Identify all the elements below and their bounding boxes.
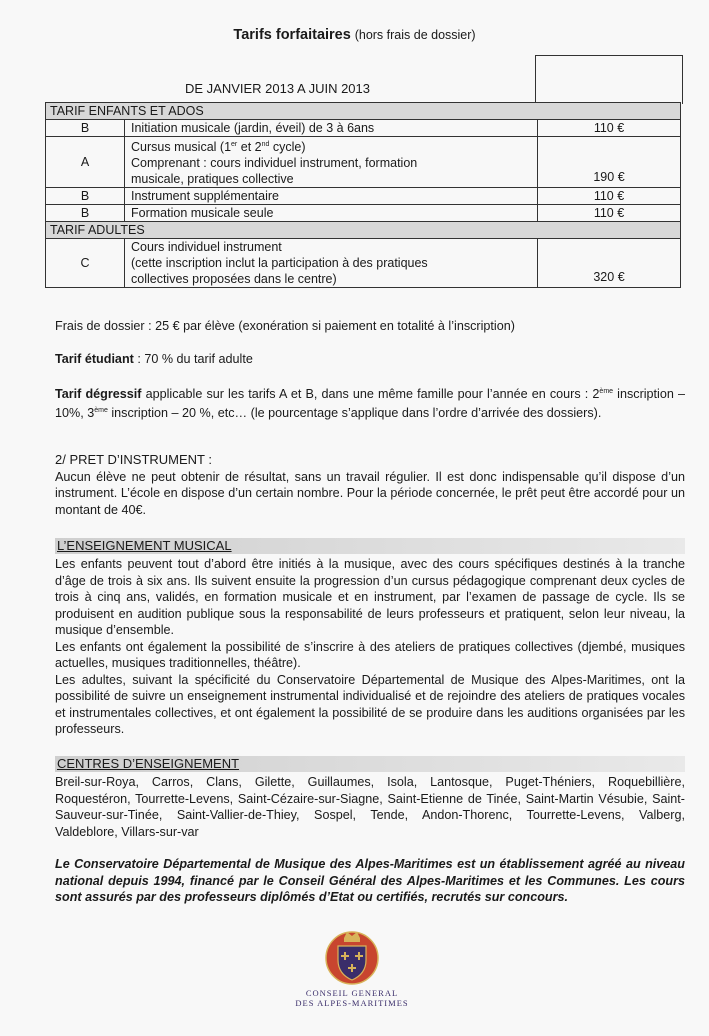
row-code: A	[46, 137, 125, 188]
teaching-p1: Les enfants peuvent tout d’abord être initiés à la musique, avec des cours spécifiques destinés à la tranche d’âge de trois à six ans. Ils suivent ensuite la progression d’un cursus pédagogique comprenant deux cycles de trois à cinq ans, validés, en formation musicale et en instrument, par l’examen de passage de cycle. Ils se produisent en audition publique sous la responsabilité de leurs professeurs et pratiquent, selon leur niveau, la musique d’ensemble.	[55, 557, 685, 637]
teaching-section	[55, 538, 685, 738]
table-period: DE JANVIER 2013 A JUIN 2013	[185, 81, 370, 96]
table-row	[46, 188, 681, 205]
row-desc: Initiation musicale (jardin, éveil) de 3 à 6ans	[125, 120, 538, 137]
table-row	[46, 137, 681, 188]
row-desc-line3: collectives proposées dans le centre)	[131, 272, 337, 287]
fees-text: Frais de dossier : 25 € par élève (exonération si paiement en totalité à l’inscription)	[55, 319, 515, 333]
row-price: 320 €	[538, 239, 681, 288]
row-desc-line1: Cursus musical (1er et 2nd cycle)	[131, 140, 306, 155]
row-desc	[125, 137, 538, 188]
student-text: : 70 % du tarif adulte	[133, 352, 253, 366]
table-header-box	[535, 55, 683, 104]
teaching-heading: L’ENSEIGNEMENT MUSICAL	[55, 538, 685, 554]
row-price: 110 €	[538, 120, 681, 137]
degressive-label: Tarif dégressif	[55, 387, 142, 402]
loan-heading: 2/ PRET D’INSTRUMENT :	[55, 452, 212, 467]
row-code: B	[46, 188, 125, 205]
table-row	[46, 239, 681, 288]
row-code: B	[46, 205, 125, 222]
row-desc	[125, 239, 538, 288]
row-desc-line3: musicale, pratiques collective	[131, 172, 294, 187]
title-sub: (hors frais de dossier)	[354, 28, 476, 42]
loan-section	[55, 452, 685, 518]
centres-text: Breil-sur-Roya, Carros, Clans, Gilette, Guillaumes, Isola, Lantosque, Puget-Théniers, Roquebillière, Roquestéron, Tourrette-Levens, Saint-Cézaire-sur-Siagne, Saint-Etienne de Tinée, Saint-Martin Vésubie, Saint-Sauveur-sur-Tinée, Saint-Vallier-de-Thiey, Sospel, Tende, Andon-Thorenc, Tourrette-Levens, Valberg, Valdeblore, Villars-sur-var	[55, 775, 685, 839]
row-desc: Instrument supplémentaire	[125, 188, 538, 205]
row-code: C	[46, 239, 125, 288]
loan-text: Aucun élève ne peut obtenir de résultat, sans un travail régulier. Il est donc indispensable qu’il dispose d’un instrument. L’école en dispose d’un certain nombre. Pour la période concernée, le prêt peut être accordé pour un montant de 40€.	[55, 469, 685, 517]
row-code: B	[46, 120, 125, 137]
title-main: Tarifs forfaitaires	[233, 27, 351, 43]
tariff-table	[45, 55, 683, 300]
centres-section	[55, 756, 685, 840]
closing-text: Le Conservatoire Départemental de Musique des Alpes-Maritimes est un établissement agréé au niveau national depuis 1994, financé par le Conseil Général des Alpes-Maritimes et les Communes. Les cours sont assurés par des professeurs diplômés d’Etat ou certifiés, recrutés sur concours.	[55, 857, 685, 904]
section-row-adults	[46, 222, 681, 239]
degressive-rate: Tarif dégressif applicable sur les tarifs A et B, dans une même famille pour l’année en cours : 2ème inscription – 10%, 3ème inscription – 20 %, etc… (le pourcentage s’applique dans l’ordre d’arrivée des dossiers).	[55, 387, 685, 420]
tariff-grid	[45, 102, 681, 288]
section-adults: TARIF ADULTES	[46, 222, 681, 239]
row-desc: Formation musicale seule	[125, 205, 538, 222]
section-row-children	[46, 103, 681, 120]
logo-line2: DES ALPES-MARITIMES	[295, 998, 409, 1008]
row-price: 110 €	[538, 188, 681, 205]
row-desc-line1: Cours individuel instrument	[131, 240, 282, 255]
table-row	[46, 205, 681, 222]
row-price: 110 €	[538, 205, 681, 222]
centres-heading: CENTRES D’ENSEIGNEMENT	[55, 756, 685, 772]
conseil-general-logo-icon	[316, 928, 388, 986]
logo-text	[290, 988, 414, 1008]
logo-line1: CONSEIL GENERAL	[305, 988, 399, 998]
row-price: 190 €	[538, 137, 681, 188]
table-row	[46, 120, 681, 137]
section-children: TARIF ENFANTS ET ADOS	[46, 103, 681, 120]
teaching-p2: Les enfants ont également la possibilité de s’inscrire à des ateliers de pratiques collectives (djembé, musiques actuelles, musiques traditionnelles, théâtre).	[55, 639, 685, 670]
row-desc-line2: Comprenant : cours individuel instrument, formation	[131, 156, 418, 171]
row-desc-line2: (cette inscription inclut la participation à des pratiques	[131, 256, 428, 271]
student-rate	[55, 351, 685, 368]
student-label: Tarif étudiant	[55, 352, 134, 366]
teaching-p3: Les adultes, suivant la spécificité du Conservatoire Départemental de Musique des Alpes-Maritimes, ont la possibilité de suivre un enseignement instrumental individualisé et de rejoindre des ateliers de pratiques vocales et instrumentales collectives, et ont également la possibilité de se produire dans les auditions organisées par les professeurs.	[55, 672, 685, 736]
page-title	[0, 26, 709, 43]
